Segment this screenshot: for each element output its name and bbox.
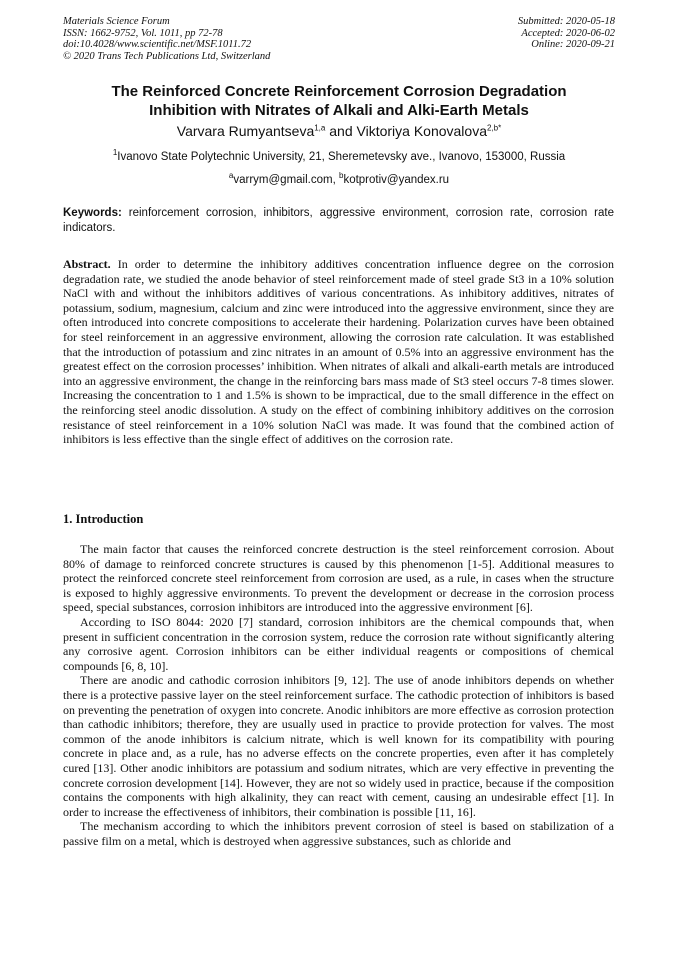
author-list <box>60 123 618 140</box>
email-b[interactable]: kotprotiv@yandex.ru <box>343 174 450 186</box>
online-date: Online: 2020-09-21 <box>531 39 615 50</box>
abstract-label: Abstract. <box>63 257 111 271</box>
affiliation-text: Ivanovo State Polytechnic University, 21, Sheremetevsky ave., Ivanovo, 153000, Russia <box>117 151 566 163</box>
copyright: © 2020 Trans Tech Publications Ltd, Switzerland <box>63 50 271 62</box>
abstract-block <box>63 257 614 447</box>
intro-paragraph: There are anodic and cathodic corrosion inhibitors [9, 12]. The use of anode inhibitors depends on whether there is a protective passive layer on the steel reinforcement surface. The cathodic protection of inhibitors is based on preventing the penetration of oxygen into concrete. Anodic inhibitors are more effective as corrosion protection than cathodic inhibitors; therefore, they are usually used in practice to provide protection for valves. The most common of the anode inhibitors is calcium nitrate, which is well known for its compatibility with pouring concrete in place and, as a rule, has no adverse effects on the concrete properties, even after it has completely cured [13]. Other anodic inhibitors are potassium and sodium nitrates, which are very effective in preventing the concrete corrosion development [14]. However, they are not so widely used in practice, because if the composition contains the components with high alkalinity, they can react with cement, causing an undesirable effect [1]. In order to increase the effectiveness of inhibitors, their combination is possible [11, 16]. <box>63 673 614 819</box>
affiliation-marker: 1 <box>112 148 118 158</box>
keywords-block <box>63 206 614 235</box>
doi[interactable]: doi:10.4028/www.scientific.net/MSF.1011.72 <box>63 39 252 50</box>
affiliation <box>40 150 638 164</box>
author-2-affil: 2,b* <box>486 123 502 133</box>
author-conjunction: and <box>329 123 353 139</box>
keywords-text: reinforcement corrosion, inhibitors, aggressive environment, corrosion rate, corrosion rate indicators. <box>63 207 614 234</box>
title-line-2: Inhibition with Nitrates of Alkali and Alki-Earth Metals <box>149 102 529 119</box>
publication-dates <box>518 16 615 51</box>
submitted-date: Submitted: 2020-05-18 <box>517 16 615 27</box>
introduction-body <box>63 542 614 848</box>
author-1-affil: 1,a <box>314 123 326 133</box>
abstract-text: In order to determine the inhibitory additives concentration influence degree on the corrosion degradation rate, we studied the anode behavior of steel reinforcement made of steel grade St3 in a 10% solution NaCl with and without the inhibitors additives of various concentrations. As inhibitory additives, nitrates of potassium, sodium, magnesium, calcium and zinc were introduced into the aggressive environment, since they are often introduced into concrete compositions to accelerate their hardening. Polarization curves have been obtained for steel reinforcement in an aggressive environment, allowing the corrosion rate calculation. It was established that the introduction of potassium and zinc nitrates in an amount of 0.5% into an aggressive environment has the greatest effect on the corrosion processes’ inhibition. When nitrates of alkali and alkali-earth metals are introduced into an aggressive environment, the change in the reinforcing bars mass made of St3 steel occurs 7-8 times slower. Increasing the concentration to 1 and 1.5% is shown to be impractical, due to the small difference in the effect on the reinforcing steel anodic dissolution. A study on the effect of combining inhibitory additives on the corrosion resistance of steel reinforcement in a 10% solution NaCl was made. It was found that the combined action of inhibitors is less effective than the single effect of additives on the corrosion rate. <box>63 257 615 447</box>
accepted-date: Accepted: 2020-06-02 <box>521 27 615 39</box>
publication-info <box>63 16 270 62</box>
author-1: Varvara Rumyantseva <box>176 123 315 139</box>
intro-paragraph: According to ISO 8044: 2020 [7] standard, corrosion inhibitors are the chemical compounds that, when present in sufficient concentration in the corrosion system, reduce the corrosion rate without significantly altering any corrosive agent. Corrosion inhibitors can be either individual reagents or compositions of chemical compounds [6, 8, 10]. <box>63 614 614 673</box>
email-b-marker: b <box>338 171 344 181</box>
journal-name: Materials Science Forum <box>63 16 170 27</box>
author-2: Viktoriya Konovalova <box>356 123 487 139</box>
email-a-marker: a <box>228 171 234 181</box>
intro-paragraph: The main factor that causes the reinforced concrete destruction is the steel reinforcement corrosion. About 80% of damage to reinforced concrete structures is caused by this phenomenon [1-5]. Additional measures to protect the reinforced concrete steel reinforcement from corrosion are used, as a rule, in cases when the structure is exposed to highly aggressive environments. To prevent the development or decrease in the corrosion process speed, special substances, corrosion inhibitors are introduced into the aggressive environment [6]. <box>63 542 614 615</box>
issn-volume: ISSN: 1662-9752, Vol. 1011, pp 72-78 <box>63 27 223 39</box>
author-emails <box>40 173 638 187</box>
keywords-label: Keywords: <box>63 207 122 219</box>
paper-title <box>60 82 618 120</box>
section-heading-introduction: 1. Introduction <box>63 512 144 526</box>
title-line-1: The Reinforced Concrete Reinforcement Corrosion Degradation <box>111 83 567 100</box>
intro-paragraph: The mechanism according to which the inhibitors prevent corrosion of steel is based on stabilization of a passive film on a metal, which is destroyed when aggressive substances, such as chloride and <box>63 819 614 848</box>
email-a[interactable]: varrym@gmail.com, <box>233 174 336 186</box>
